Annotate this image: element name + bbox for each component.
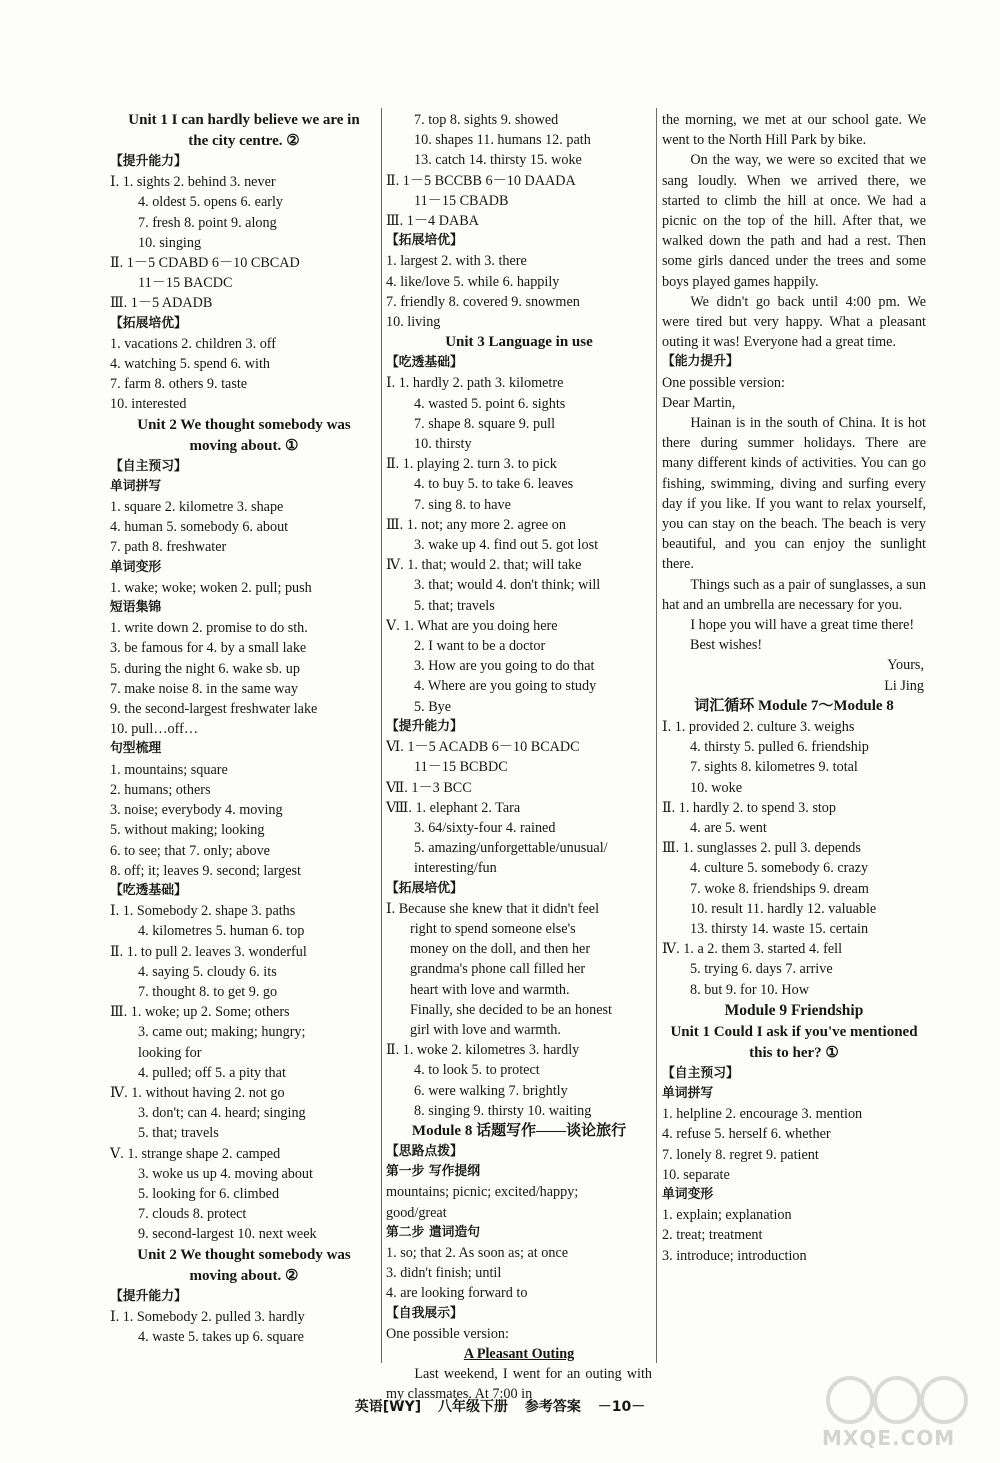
answer-line: 4. saying 5. cloudy 6. its <box>138 963 277 980</box>
answer-line: grandma's phone call filled her <box>410 961 586 978</box>
answer-line: Ⅶ. 1－3 BCC <box>386 779 472 796</box>
answer-line: 9. the second-largest freshwater lake <box>110 701 318 718</box>
answer-line: 7. friendly 8. covered 9. snowmen <box>386 293 580 310</box>
essay-title: A Pleasant Outing <box>463 1345 575 1362</box>
answer-line: 1. helpline 2. encourage 3. mention <box>662 1106 863 1123</box>
answer-line: 3. didn't finish; until <box>386 1265 502 1282</box>
answer-line: 7. clouds 8. protect <box>138 1206 247 1223</box>
answer-line: 5. that; travels <box>138 1125 219 1142</box>
answer-line: 1. so; that 2. As soon as; at once <box>386 1244 569 1261</box>
answer-line: 1. explain; explanation <box>662 1207 792 1224</box>
answer-line: 11－15 BACDC <box>138 275 233 292</box>
answer-line: 4. to buy 5. to take 6. leaves <box>414 476 574 493</box>
answer-line: 1. vacations 2. children 3. off <box>110 335 277 352</box>
section-label: 【能力提升】 <box>662 354 739 370</box>
section-label: 【提升能力】 <box>386 718 463 734</box>
answer-line: 7. make noise 8. in the same way <box>110 680 298 697</box>
answer-line: Ⅳ. 1. without having 2. not go <box>110 1084 285 1101</box>
answer-column-1 <box>110 110 378 1347</box>
section-label: 【提升能力】 <box>110 1288 187 1304</box>
answer-line: Li Jing <box>884 677 924 694</box>
section-label: 【思路点拨】 <box>386 1143 463 1159</box>
answer-line: Ⅱ. 1. playing 2. turn 3. to pick <box>386 456 557 473</box>
answer-line: 3. How are you going to do that <box>414 658 595 675</box>
answer-line: Best wishes! <box>690 637 763 654</box>
answer-line: heart with love and warmth. <box>410 981 570 998</box>
answer-line: 9. second-largest 10. next week <box>138 1226 317 1243</box>
page-number: －10－ <box>597 1399 646 1415</box>
answer-line: 4. Where are you going to study <box>414 678 597 695</box>
unit-heading: Unit 2 We thought somebody was <box>137 1246 351 1263</box>
answer-line: 3. noise; everybody 4. moving <box>110 802 283 819</box>
section-label: 【自我展示】 <box>386 1305 463 1321</box>
answer-line: 4. are looking forward to <box>386 1285 528 1302</box>
answer-line: Finally, she decided to be an honest <box>410 1001 612 1018</box>
answer-line: 7. woke 8. friendships 9. dream <box>690 880 869 897</box>
essay-paragraph: the morning, we met at our school gate. We went to the North Hill Park by bike. <box>662 112 926 149</box>
answer-line: 13. catch 14. thirsty 15. woke <box>414 152 582 169</box>
answer-line: 4. waste 5. takes up 6. square <box>138 1328 304 1345</box>
answer-line: mountains; picnic; excited/happy; <box>386 1184 579 1201</box>
answer-line: 4. kilometres 5. human 6. top <box>138 923 305 940</box>
answer-line: 10. pull…off… <box>110 721 199 738</box>
answer-line: 10. living <box>386 314 441 331</box>
answer-line: 7. shape 8. square 9. pull <box>414 415 556 432</box>
answer-line: Ⅴ. 1. strange shape 2. camped <box>110 1145 281 1162</box>
unit-heading: Unit 1 Could I ask if you've mentioned <box>670 1023 918 1040</box>
section-label: 单词拼写 <box>110 478 162 494</box>
section-label: 【自主预习】 <box>110 458 187 474</box>
answer-line: Ⅵ. 1－5 ACADB 6－10 BCADC <box>386 739 580 756</box>
answer-line: 5. Bye <box>414 698 452 715</box>
answer-line: 10. woke <box>690 779 743 796</box>
section-label: 第一步 写作提纲 <box>386 1164 481 1180</box>
answer-line: Ⅳ. 1. that; would 2. that; will take <box>386 557 582 574</box>
answer-line: 10. shapes 11. humans 12. path <box>414 132 591 149</box>
answer-line: looking for <box>138 1044 202 1061</box>
answer-line: 4. oldest 5. opens 6. early <box>138 194 283 211</box>
unit-heading: Module 8 话题写作——谈论旅行 <box>411 1122 627 1139</box>
section-label: 句型梳理 <box>110 741 162 757</box>
watermark-logo <box>822 1372 972 1452</box>
section-label: 【吃透基础】 <box>386 355 463 371</box>
answer-line: 10. thirsty <box>414 436 472 453</box>
unit-heading: 词汇循环 Module 7～Module 8 <box>694 697 894 714</box>
section-label: 【提升能力】 <box>110 154 187 169</box>
watermark-text: MXQE.COM <box>822 1426 956 1450</box>
unit-heading: Unit 3 Language in use <box>445 334 593 351</box>
essay-paragraph: Last weekend, I went for an outing with my classmates. At 7:00 in <box>386 1366 652 1403</box>
answer-line: 6. were walking 7. brightly <box>414 1082 568 1099</box>
unit-heading: Unit 1 I can hardly believe we are in <box>128 112 360 128</box>
answer-line: 13. thirsty 14. waste 15. certain <box>690 920 869 937</box>
answer-line: 7. sights 8. kilometres 9. total <box>690 759 858 776</box>
unit-heading: moving about. ② <box>189 1267 299 1284</box>
answer-line: 3. came out; making; hungry; <box>138 1024 306 1041</box>
answer-line: Ⅰ. 1. sights 2. behind 3. never <box>110 174 276 191</box>
essay-paragraph: Things such as a pair of sunglasses, a sun hat and an umbrella are necessary for you. <box>662 576 926 613</box>
answer-line: One possible version: <box>662 374 785 391</box>
answer-line: Ⅰ. 1. provided 2. culture 3. weighs <box>662 718 855 735</box>
answer-line: 5. amazing/unforgettable/unusual/ <box>414 840 608 857</box>
answer-line: 1. largest 2. with 3. there <box>386 253 527 270</box>
answer-line: 11－15 CBADB <box>414 192 509 209</box>
answer-line: girl with love and warmth. <box>410 1021 561 1038</box>
watermark-logo-icon <box>822 1372 972 1428</box>
essay-paragraph: Hainan is in the south of China. It is hot there during summer holidays. There are many different kinds of activities. You can go fishing, swimming, diving and surfing every day if you like. If you want to relax yourself, you can stay on the beach. The beach is very beautiful, and you can enjoy the sunlight there. <box>662 415 926 573</box>
unit-heading: Module 9 Friendship <box>724 1001 864 1019</box>
essay-paragraph: On the way, we were so excited that we sang loudly. When we arrived there, we started to climb the hill at once. We had a picnic on the top of the hill. After that, we walked down the path and had a rest. Then some girls danced under the trees and some boys played games happily. <box>662 152 926 290</box>
answer-line: 4. thirsty 5. pulled 6. friendship <box>690 739 869 756</box>
answer-line: 8. but 9. for 10. How <box>690 981 810 998</box>
unit-heading: Unit 2 We thought somebody was <box>137 416 351 433</box>
answer-line: good/great <box>386 1204 447 1221</box>
answer-line: Ⅱ. 1. to pull 2. leaves 3. wonderful <box>110 943 307 960</box>
answer-line: 7. lonely 8. regret 9. patient <box>662 1146 819 1163</box>
answer-line: 5. that; travels <box>414 597 495 614</box>
essay-paragraph: We didn't go back until 4:00 pm. We were tired but very happy. What a pleasant outing it was! Everyone had a great time. <box>662 293 926 351</box>
answer-line: Ⅱ. 1－5 BCCBB 6－10 DAADA <box>386 172 576 189</box>
answer-line: 4. culture 5. somebody 6. crazy <box>690 860 869 877</box>
answer-line: 1. write down 2. promise to do sth. <box>110 620 308 637</box>
answer-line: 4. pulled; off 5. a pity that <box>138 1064 286 1081</box>
footer-subject: 英语[WY] <box>354 1399 422 1415</box>
answer-line: Ⅴ. 1. What are you doing here <box>386 617 558 634</box>
answer-line: Dear Martin, <box>662 394 736 411</box>
answer-line: 2. I want to be a doctor <box>414 638 546 655</box>
answer-line: Ⅱ. 1－5 CDABD 6－10 CBCAD <box>110 255 300 272</box>
answer-line: 10. separate <box>662 1166 730 1183</box>
section-label: 【拓展培优】 <box>386 233 463 249</box>
answer-line: 2. humans; others <box>110 781 211 798</box>
answer-line: 7. top 8. sights 9. showed <box>414 112 559 128</box>
answer-line: 4. human 5. somebody 6. about <box>110 519 289 536</box>
answer-line: Ⅲ. 1. woke; up 2. Some; others <box>110 1004 290 1021</box>
answer-line: Ⅱ. 1. woke 2. kilometres 3. hardly <box>386 1042 580 1059</box>
answer-line: Ⅰ. 1. Somebody 2. pulled 3. hardly <box>110 1308 305 1325</box>
unit-heading: moving about. ① <box>189 437 299 454</box>
footer-grade: 八年级下册 <box>438 1399 509 1415</box>
answer-line: 5. without making; looking <box>110 822 265 839</box>
answer-line: 4. to look 5. to protect <box>414 1062 540 1079</box>
answer-line: 3. introduce; introduction <box>662 1247 807 1264</box>
answer-line: Ⅲ. 1－4 DABA <box>386 213 479 230</box>
answer-line: 6. to see; that 7. only; above <box>110 842 270 859</box>
answer-line: 5. looking for 6. climbed <box>138 1185 280 1202</box>
answer-line: 10. interested <box>110 396 187 413</box>
essay-paragraph: I hope you will have a great time there! <box>690 617 915 634</box>
section-label: 第二步 遣词造句 <box>386 1224 481 1240</box>
answer-line: 3. wake up 4. find out 5. got lost <box>414 537 599 554</box>
section-label: 【自主预习】 <box>662 1065 739 1081</box>
answer-line: 1. square 2. kilometre 3. shape <box>110 499 284 516</box>
answer-line: 7. thought 8. to get 9. go <box>138 983 278 1000</box>
answer-line: 8. singing 9. thirsty 10. waiting <box>414 1102 592 1119</box>
answer-line: Ⅰ. Because she knew that it didn't feel <box>386 900 600 917</box>
answer-line: 4. refuse 5. herself 6. whether <box>662 1126 831 1143</box>
answer-line: 4. are 5. went <box>690 819 767 836</box>
answer-line: Yours, <box>887 657 924 674</box>
section-label: 短语集锦 <box>110 600 162 616</box>
answer-line: 5. trying 6. days 7. arrive <box>690 961 833 978</box>
answer-line: Ⅱ. 1. hardly 2. to spend 3. stop <box>662 799 836 816</box>
answer-line: Ⅷ. 1. elephant 2. Tara <box>386 799 521 816</box>
answer-line: 3. don't; can 4. heard; singing <box>138 1105 306 1122</box>
answer-line: 10. singing <box>138 234 202 251</box>
section-label: 【拓展培优】 <box>110 315 187 331</box>
answer-line: Ⅲ. 1. sunglasses 2. pull 3. depends <box>662 840 861 857</box>
section-label: 【拓展培优】 <box>386 880 463 896</box>
answer-line: 4. wasted 5. point 6. sights <box>414 395 566 412</box>
answer-line: 4. watching 5. spend 6. with <box>110 356 270 373</box>
answer-line: Ⅲ. 1. not; any more 2. agree on <box>386 516 566 533</box>
answer-column-2 <box>386 110 652 1405</box>
answer-line: 8. off; it; leaves 9. second; largest <box>110 862 301 879</box>
answer-line: 4. like/love 5. while 6. happily <box>386 273 560 290</box>
answer-line: 3. that; would 4. don't think; will <box>414 577 601 594</box>
answer-line: 7. path 8. freshwater <box>110 539 227 556</box>
section-label: 【吃透基础】 <box>110 882 187 898</box>
answer-line: 5. during the night 6. wake sb. up <box>110 660 300 677</box>
answer-line: 11－15 BCBDC <box>414 759 508 776</box>
answer-line: 7. sing 8. to have <box>414 496 511 513</box>
answer-line: Ⅳ. 1. a 2. them 3. started 4. fell <box>662 941 843 958</box>
column-divider-2 <box>656 108 657 1363</box>
answer-line: right to spend someone else's <box>410 920 576 937</box>
answer-line: 3. woke us up 4. moving about <box>138 1165 313 1182</box>
answer-line: 7. farm 8. others 9. taste <box>110 376 248 393</box>
unit-heading: the city centre. ② <box>188 133 300 149</box>
answer-line: 10. result 11. hardly 12. valuable <box>690 900 877 917</box>
answer-line: interesting/fun <box>414 860 497 877</box>
section-label: 单词变形 <box>662 1186 714 1202</box>
answer-line: One possible version: <box>386 1325 509 1342</box>
section-label: 单词变形 <box>110 559 162 575</box>
answer-line: 3. 64/sixty-four 4. rained <box>414 819 556 836</box>
answer-line: Ⅰ. 1. hardly 2. path 3. kilometre <box>386 375 564 392</box>
answer-column-3 <box>662 110 926 1266</box>
answer-line: 7. fresh 8. point 9. along <box>138 214 277 231</box>
answer-line: Ⅰ. 1. Somebody 2. shape 3. paths <box>110 903 296 920</box>
column-divider-1 <box>381 108 382 1363</box>
unit-heading: this to her? ① <box>749 1044 839 1061</box>
answer-line: 2. treat; treatment <box>662 1227 763 1244</box>
answer-line: 1. wake; woke; woken 2. pull; push <box>110 579 312 596</box>
footer-label: 参考答案 <box>524 1399 581 1415</box>
answer-line: 3. be famous for 4. by a small lake <box>110 640 307 657</box>
section-label: 单词拼写 <box>662 1085 714 1101</box>
answer-line: money on the doll, and then her <box>410 941 591 958</box>
answer-line: 1. mountains; square <box>110 761 228 778</box>
answer-line: Ⅲ. 1－5 ADADB <box>110 295 213 312</box>
